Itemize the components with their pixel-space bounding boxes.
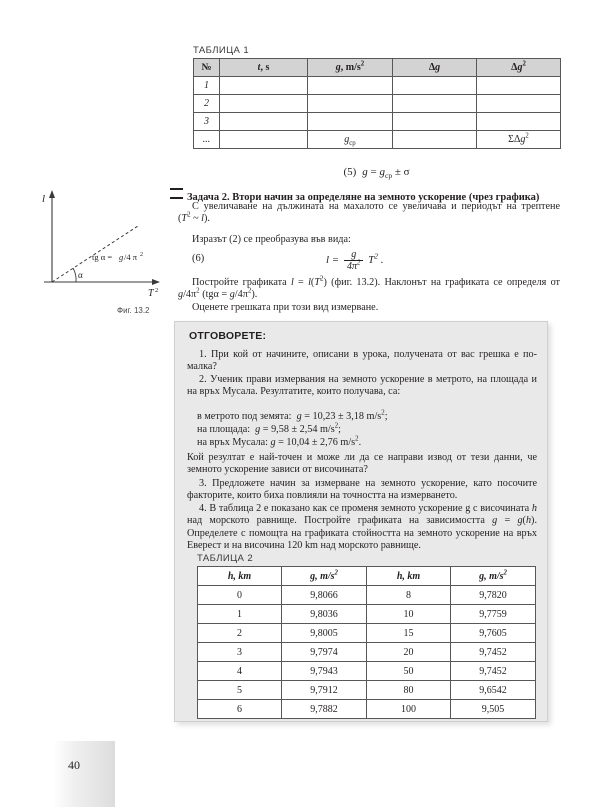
table-row xyxy=(194,95,561,113)
table2-cell-g2: 9,7605 xyxy=(451,624,536,643)
svg-text:/4 π: /4 π xyxy=(124,252,138,262)
table1-col-dg2: $\Delta g^2$ xyxy=(477,59,561,77)
table1-cell-t[interactable] xyxy=(220,77,308,95)
svg-text:l: l xyxy=(42,193,46,205)
table2-cell-g1: 9,8005 xyxy=(282,624,367,643)
task-heading-label: Задача 2. Втори начин за определяне на земното ускорение (чрез графика) xyxy=(187,192,540,203)
table2-cell-g2: 9,6542 xyxy=(451,681,536,700)
svg-text:α: α xyxy=(78,270,83,280)
table2-cell-g1: 9,7974 xyxy=(282,643,367,662)
table1-cell-g[interactable] xyxy=(308,95,393,113)
table1-col-dg: Δg xyxy=(393,59,477,77)
table-row xyxy=(194,113,561,131)
table1-cell-dg2[interactable] xyxy=(477,77,561,95)
figure-caption: Фиг. 13.2 xyxy=(117,306,150,315)
task-paragraph-4: Оценете грешката при този вид измерване. xyxy=(192,302,379,313)
answer-question-4: 4. В таблица 2 е показано как се променя земното ускорение g с височината h над морското равнище. Постройте графиката на зависимостта g = g(h). Определете с помощта на графиката стойността на земното ускорение на връх Еверест и на височина 120 km над морското равнище. xyxy=(187,503,537,552)
table-row xyxy=(198,662,536,681)
table1-cell-dg[interactable] xyxy=(393,77,477,95)
figure-13-2 xyxy=(30,186,175,314)
measurement-item-musala: на връх Мусала: g = 10,04 ± 2,76 $m/s^2$. xyxy=(197,435,362,448)
table1-col-t: t, s xyxy=(220,59,308,77)
table2-cell-h1: 6 xyxy=(198,700,282,719)
formula-5: (5) $g = g_{ср} \pm \sigma$ xyxy=(343,166,410,181)
table2-col-g2: g, $m/s^2$ xyxy=(451,567,536,586)
answer-question-1: 1. При кой от начините, описани в урока, получената от вас грешка е по-малка? xyxy=(187,349,537,373)
table1-cell-dg2[interactable] xyxy=(477,95,561,113)
table1-header-row xyxy=(194,59,561,77)
answer-question-2-outro: Кой резултат е най-точен и може ли да се направи извод от тези данни, че земното ускорение зависи от височината? xyxy=(187,452,537,476)
table1-cell-t[interactable] xyxy=(220,113,308,131)
table2-cell-h2: 20 xyxy=(367,643,451,662)
table2-col-h2: h, km xyxy=(367,567,451,586)
table2-cell-h2: 15 xyxy=(367,624,451,643)
svg-text:2: 2 xyxy=(155,287,159,294)
table1-cell-sum-dg2: ΣΔg$^2$ xyxy=(477,131,561,149)
formula-6-number: (6) xyxy=(192,253,205,264)
table2-header-row xyxy=(198,567,536,586)
table2-cell-h2: 8 xyxy=(367,586,451,605)
table1-cell-g[interactable] xyxy=(308,113,393,131)
svg-text:g: g xyxy=(119,252,124,262)
table2-cell-h1: 0 xyxy=(198,586,282,605)
table1-cell-t[interactable] xyxy=(220,95,308,113)
measurement-item-square: на площада: g = 9,58 ± 2,54 $m/s^2$; xyxy=(197,422,342,435)
table2-cell-h1: 5 xyxy=(198,681,282,700)
formula-5-number: (5) xyxy=(343,166,357,178)
table-row xyxy=(194,131,561,149)
table2-cell-h2: 10 xyxy=(367,605,451,624)
table2-cell-g2: 9,505 xyxy=(451,700,536,719)
table1-label: ТАБЛИЦА 1 xyxy=(193,45,250,56)
table1-cell-dg[interactable] xyxy=(393,131,477,149)
table2-cell-g1: 9,7943 xyxy=(282,662,367,681)
table2-cell-g1: 9,8036 xyxy=(282,605,367,624)
table2-cell-g1: 9,8066 xyxy=(282,586,367,605)
answer-question-3: 3. Предложете начин за измерване на земното ускорение, като посочите факторите, които биха повлияли на точността на измерването. xyxy=(187,478,537,502)
table-row xyxy=(198,624,536,643)
table2-cell-h2: 50 xyxy=(367,662,451,681)
formula-6-expression: l = $\frac{g}{4\pi^2}$ $T^2$ . xyxy=(326,249,384,272)
table2-cell-h1: 4 xyxy=(198,662,282,681)
page-number: 40 xyxy=(68,758,80,772)
table2-cell-g2: 9,7452 xyxy=(451,662,536,681)
table-row xyxy=(194,77,561,95)
table1-cell-no: 3 xyxy=(194,113,220,131)
table2-cell-h2: 100 xyxy=(367,700,451,719)
table-row xyxy=(198,681,536,700)
table2-label: ТАБЛИЦА 2 xyxy=(197,553,254,564)
table2-col-h1: h, km xyxy=(198,567,282,586)
table-row xyxy=(198,643,536,662)
table-row xyxy=(198,605,536,624)
task-paragraph-3: Постройте графиката $l = l(T^2)$ (фиг. 13.2). Наклонът на графиката се определя от $g/4\pi^2$ $(tg\alpha = g/4\pi^2)$. xyxy=(178,275,560,301)
formula-6-fraction: $\frac{g}{4\pi^2}$ xyxy=(344,249,363,272)
table2-col-g1: g, $m/s^2$ xyxy=(282,567,367,586)
table1-cell-g[interactable] xyxy=(308,77,393,95)
section-marker-icon xyxy=(170,188,183,199)
table1-cell-no: 1 xyxy=(194,77,220,95)
table-row xyxy=(198,586,536,605)
table2-cell-h1: 3 xyxy=(198,643,282,662)
table2-cell-g2: 9,7759 xyxy=(451,605,536,624)
answers-panel xyxy=(174,321,548,722)
task-paragraph-1: С увеличаване на дължината на махалото се увеличава и периодът на трептене ($T^2$ ~ l). xyxy=(178,201,560,225)
table2-cell-g2: 9,7452 xyxy=(451,643,536,662)
table2-cell-h1: 1 xyxy=(198,605,282,624)
answer-question-2-intro: 2. Ученик прави измервания на земното ускорение в метрото, на площада и на връх Мусала. Резултатите, които получава, са: xyxy=(187,374,537,398)
table2-cell-g1: 9,7882 xyxy=(282,700,367,719)
table1-cell-dg[interactable] xyxy=(393,113,477,131)
svg-text:2: 2 xyxy=(140,252,143,258)
table1-cell-t[interactable] xyxy=(220,131,308,149)
table2-cell-h2: 80 xyxy=(367,681,451,700)
figure-graph-svg xyxy=(30,186,175,314)
table1-col-g: g, $m/s^2$ xyxy=(308,59,393,77)
page-number-background xyxy=(53,741,115,807)
measurement-item-metro: в метрото под земята: g = 10,23 ± 3,18 $m/s^2$; xyxy=(197,409,388,422)
svg-text:tg α =: tg α = xyxy=(92,252,113,262)
task-paragraph-2: Изразът (2) се преобразува във вида: xyxy=(192,234,351,245)
table2-cell-g2: 9,7820 xyxy=(451,586,536,605)
formula-5-expression: g xyxy=(362,166,368,178)
table1-cell-no: 2 xyxy=(194,95,220,113)
table1 xyxy=(193,58,561,149)
table1-col-no: № xyxy=(194,59,220,77)
table1-cell-dg[interactable] xyxy=(393,95,477,113)
table1-cell-no: ... xyxy=(194,131,220,149)
svg-text:T: T xyxy=(148,288,154,299)
table2 xyxy=(197,566,536,719)
table2-cell-h1: 2 xyxy=(198,624,282,643)
answers-title: ОТГОВОРЕТЕ: xyxy=(189,330,267,342)
table-row xyxy=(198,700,536,719)
table1-cell-g-avg: $g_{ср}$ xyxy=(308,131,393,149)
table2-cell-g1: 9,7912 xyxy=(282,681,367,700)
table1-cell-dg2[interactable] xyxy=(477,113,561,131)
